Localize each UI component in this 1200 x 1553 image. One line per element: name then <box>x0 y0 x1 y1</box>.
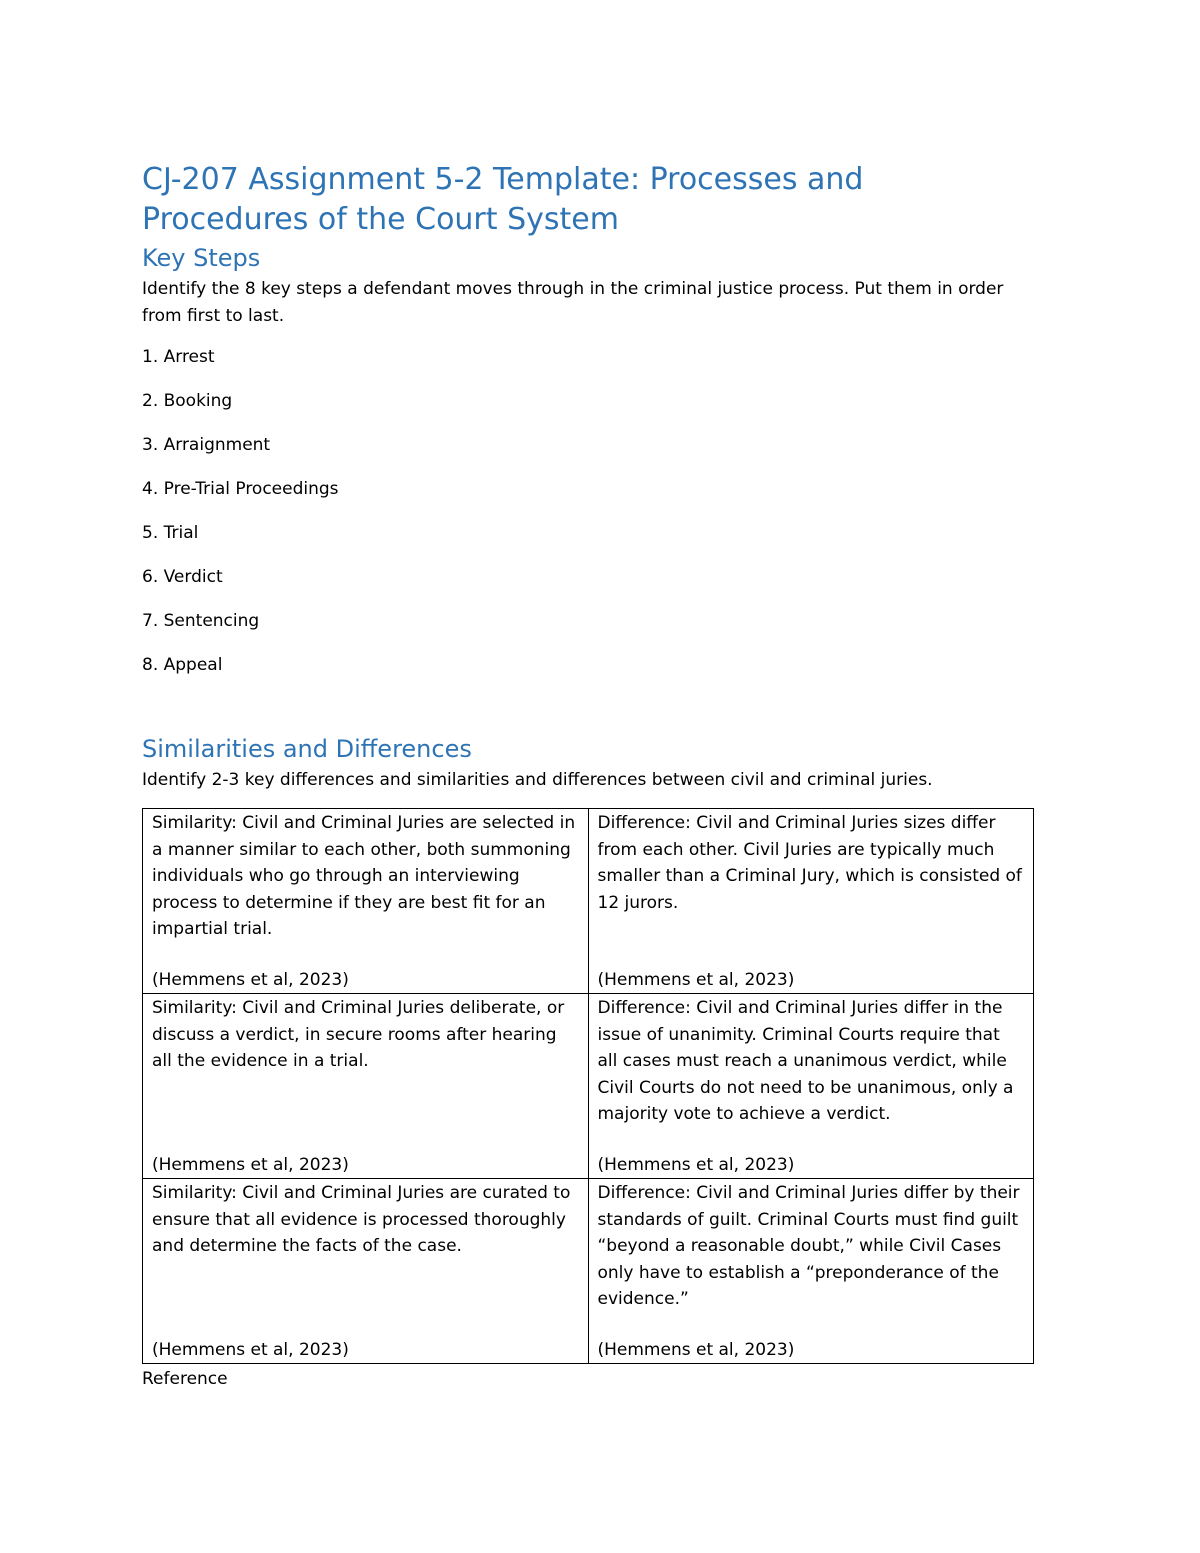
step-item: 5. Trial <box>142 523 199 543</box>
citation: (Hemmens et al, 2023) <box>597 969 795 990</box>
difference-text: Difference: Civil and Criminal Juries differ by their standards of guilt. Criminal Courts must find guilt “beyond a reasonable doubt,” while Civil Cases only have to establish a “preponderance of the evidence.” <box>597 1183 1020 1309</box>
comparison-table <box>142 808 1034 1364</box>
step-item: 4. Pre-Trial Proceedings <box>142 479 339 499</box>
similarity-text: Similarity: Civil and Criminal Juries are selected in a manner similar to each other, both summoning individuals who go through an interviewing process to determine if they are best fit for an impartial trial. <box>152 813 576 939</box>
similarities-differences-instructions: Identify 2-3 key differences and similarities and differences between civil and criminal juries. <box>142 770 933 790</box>
difference-cell <box>588 994 1034 1179</box>
step-item: 6. Verdict <box>142 567 223 587</box>
citation: (Hemmens et al, 2023) <box>152 1339 349 1360</box>
step-item: 2. Booking <box>142 391 233 411</box>
similarity-text: Similarity: Civil and Criminal Juries deliberate, or discuss a verdict, in secure rooms after hearing all the evidence in a trial. <box>152 998 565 1071</box>
difference-cell <box>588 809 1034 994</box>
similarity-cell <box>143 1179 589 1364</box>
citation: (Hemmens et al, 2023) <box>152 1154 349 1175</box>
key-steps-list <box>142 344 1034 679</box>
key-steps-instructions: Identify the 8 key steps a defendant moves through in the criminal justice process. Put them in order from first to last. <box>142 279 1004 326</box>
table-row <box>143 994 1034 1179</box>
key-steps-heading: Key Steps <box>142 244 261 272</box>
similarities-differences-heading: Similarities and Differences <box>142 735 472 763</box>
step-item: 3. Arraignment <box>142 435 271 455</box>
similarity-cell <box>143 809 589 994</box>
document-page <box>142 160 1034 1393</box>
reference-label: Reference <box>142 1369 228 1389</box>
citation: (Hemmens et al, 2023) <box>597 1339 795 1360</box>
difference-text: Difference: Civil and Criminal Juries differ in the issue of unanimity. Criminal Courts require that all cases must reach a unanimous verdict, while Civil Courts do not need to be unanimous, only a majority vote to achieve a verdict. <box>597 998 1014 1124</box>
similarity-text: Similarity: Civil and Criminal Juries are curated to ensure that all evidence is processed thoroughly and determine the facts of the case. <box>152 1183 571 1256</box>
difference-cell <box>588 1179 1034 1364</box>
table-row <box>143 809 1034 994</box>
step-item: 7. Sentencing <box>142 611 260 631</box>
similarity-cell <box>143 994 589 1179</box>
step-item: 1. Arrest <box>142 347 215 367</box>
difference-text: Difference: Civil and Criminal Juries sizes differ from each other. Civil Juries are typically much smaller than a Criminal Jury, which is consisted of 12 jurors. <box>597 813 1022 913</box>
table-row <box>143 1179 1034 1364</box>
step-item: 8. Appeal <box>142 655 223 675</box>
document-title: CJ-207 Assignment 5-2 Template: Processes and Procedures of the Court System <box>142 162 864 237</box>
citation: (Hemmens et al, 2023) <box>152 969 349 990</box>
citation: (Hemmens et al, 2023) <box>597 1154 795 1175</box>
